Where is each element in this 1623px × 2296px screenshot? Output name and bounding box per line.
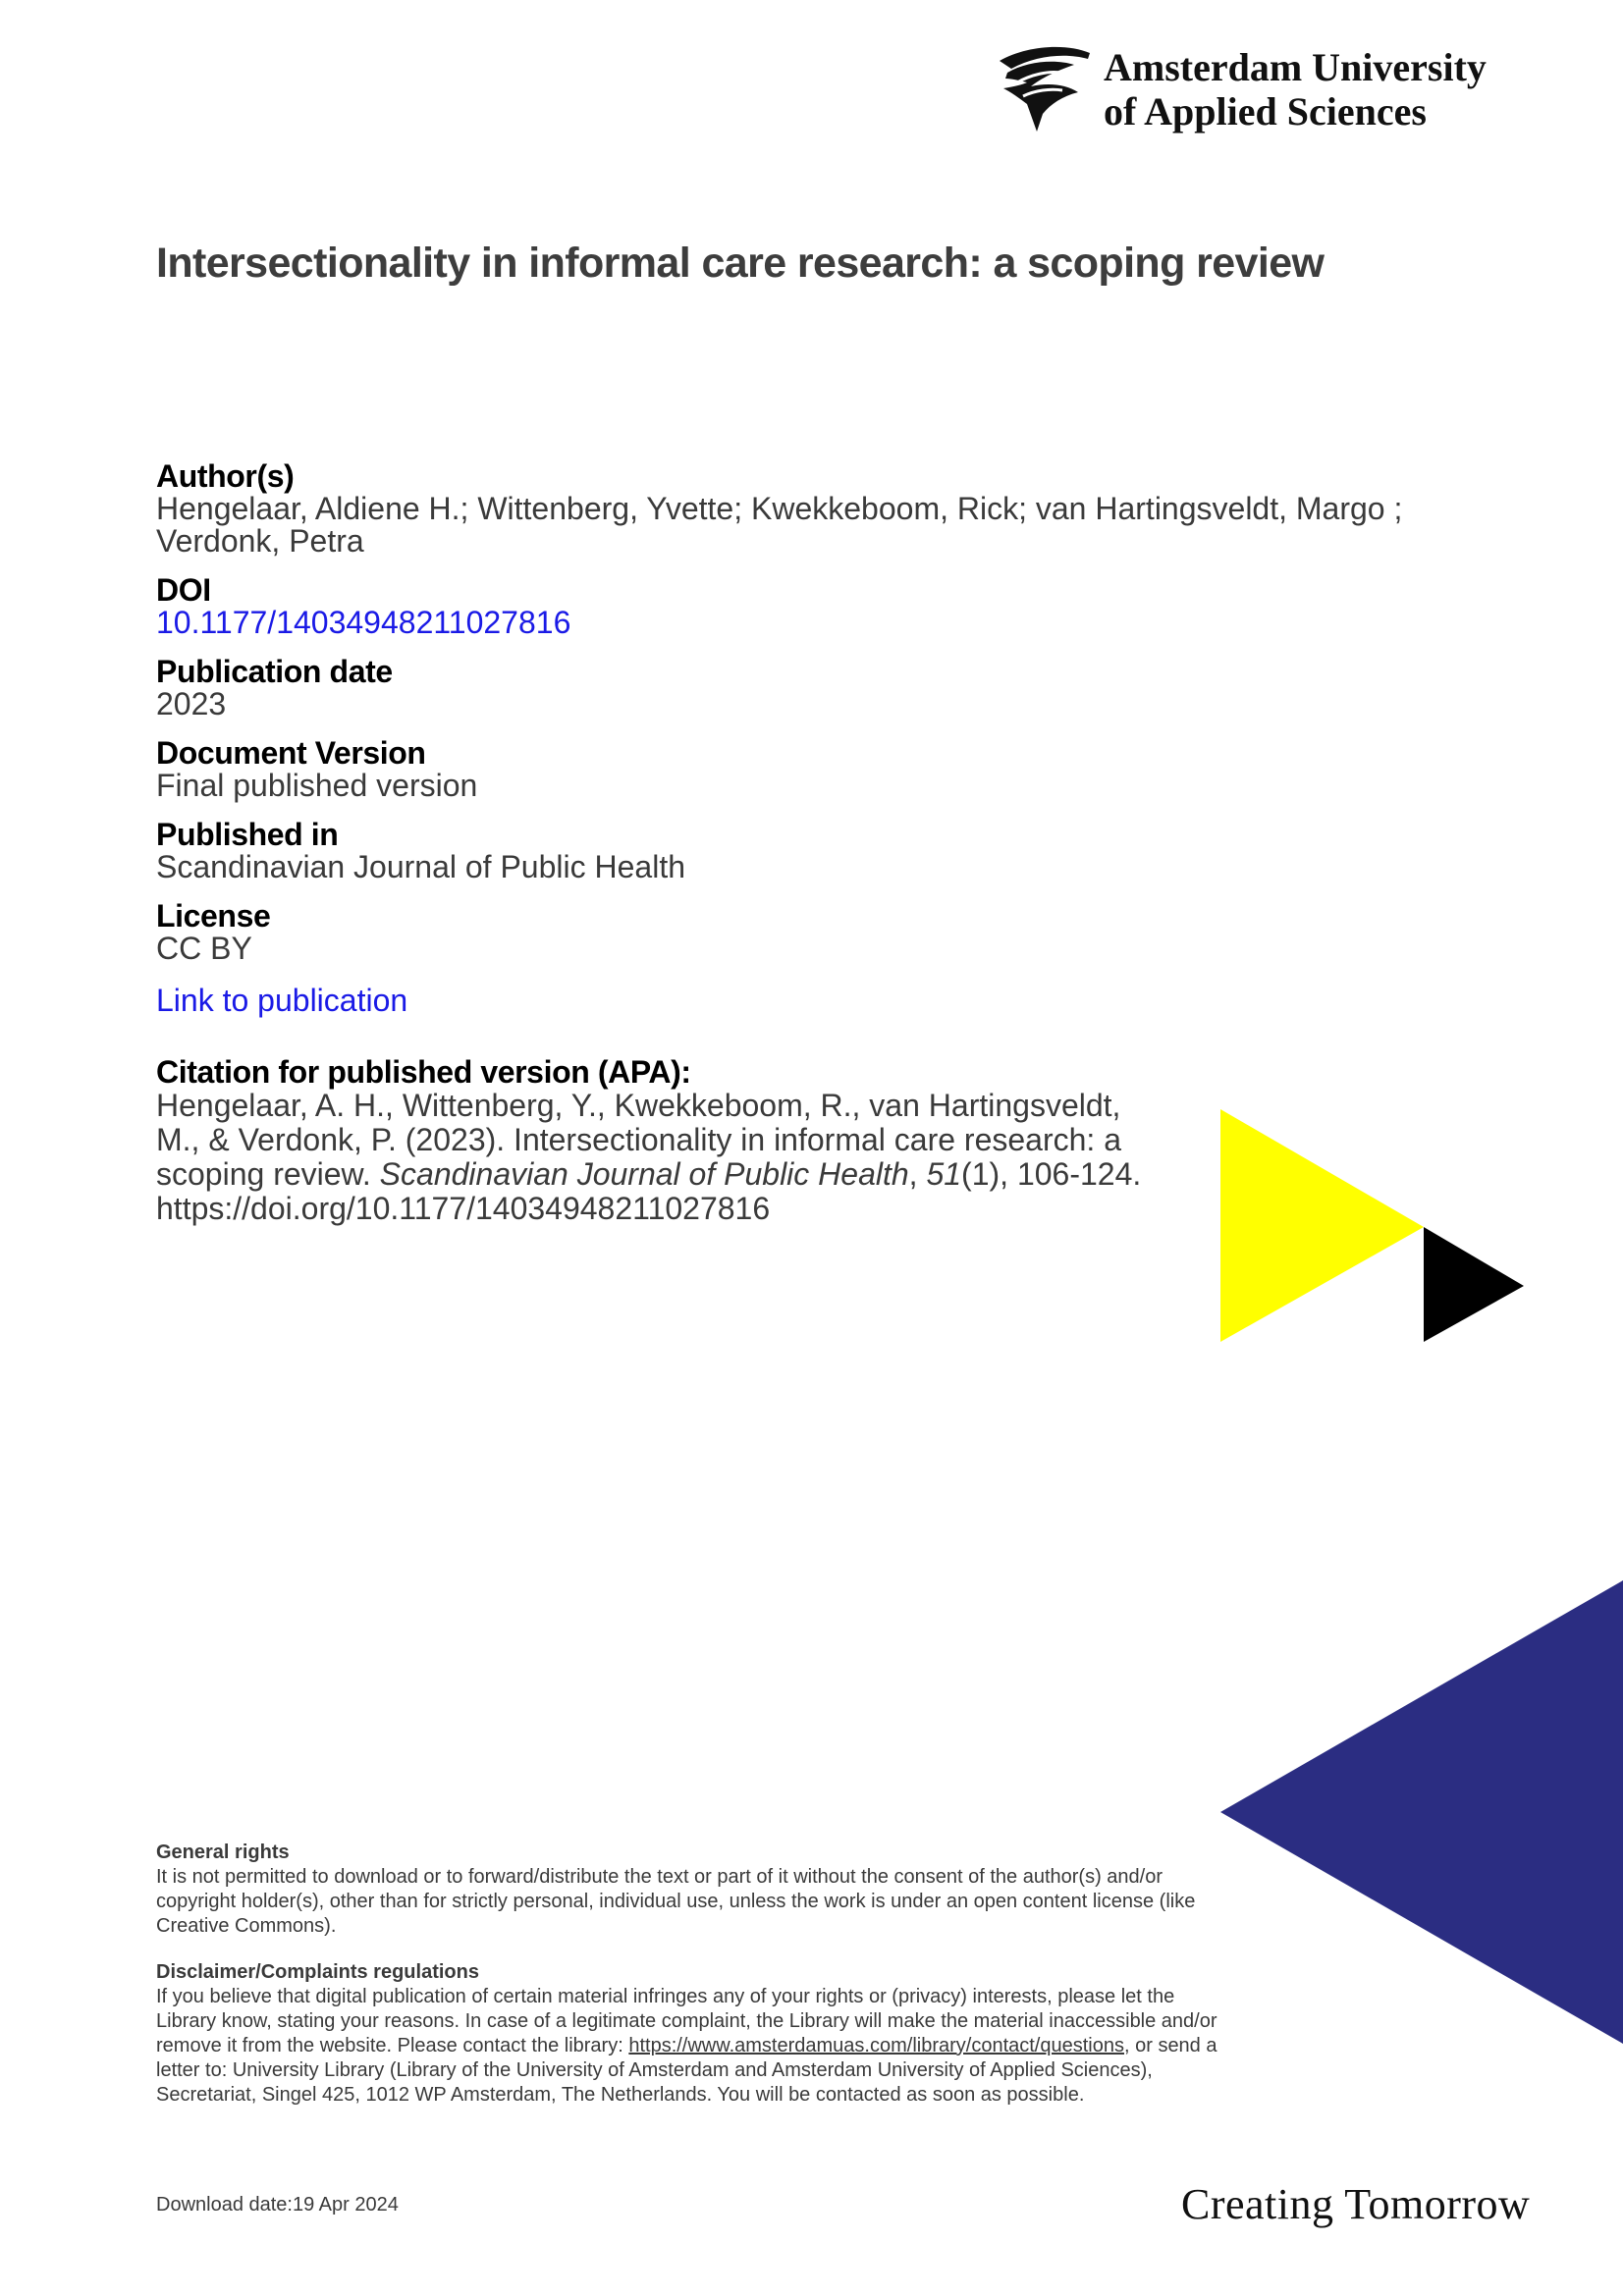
disclaimer-heading: Disclaimer/Complaints regulations — [156, 1961, 479, 1983]
published-in-value: Scandinavian Journal of Public Health — [156, 849, 685, 884]
citation-line-2: M., & Verdonk, P. (2023). Intersectionality in informal care research: a — [156, 1122, 1121, 1157]
authors-line-2: Verdonk, Petra — [156, 523, 364, 559]
citation-sep: , — [908, 1156, 927, 1192]
disclaimer — [156, 1960, 1226, 2108]
citation-line-3-start: scoping review. — [156, 1156, 380, 1192]
disclaimer-text-after: , or send a letter to: University Library (Library of the University of Amsterdam and Amsterdam University of Applied Sciences), Secretariat, Singel 425, 1012 WP Amsterdam, The Netherlands. You will be contacted as soon as possible. — [156, 2035, 1217, 2106]
download-date: Download date:19 Apr 2024 — [156, 2194, 399, 2216]
rights-section — [156, 1841, 1226, 2129]
citation-line-3-end: (1), 106-124. — [961, 1156, 1142, 1192]
citation-line-1: Hengelaar, A. H., Wittenberg, Y., Kwekkeboom, R., van Hartingsveldt, — [156, 1088, 1121, 1123]
citation-line-4: https://doi.org/10.1177/14034948211027816 — [156, 1191, 771, 1226]
tagline: Creating Tomorrow — [1181, 2180, 1531, 2228]
pubdate-label: Publication date — [156, 654, 393, 689]
black-triangle — [1424, 1227, 1524, 1342]
citation-label: Citation for published version (APA): — [156, 1054, 691, 1090]
authors-label: Author(s) — [156, 458, 295, 494]
link-to-publication[interactable]: Link to publication — [156, 983, 408, 1018]
logo-line-2: of Applied Sciences — [1104, 89, 1427, 133]
library-contact-link[interactable]: https://www.amsterdamuas.com/library/contact/questions — [628, 2035, 1124, 2056]
navy-triangle — [1220, 1580, 1623, 2044]
license-label: License — [156, 898, 271, 934]
logo-line-1: Amsterdam University — [1104, 45, 1487, 89]
disclaimer-text-before: If you believe that digital publication of certain material infringes any of your rights or (privacy) interests, please let the Library know, stating your reasons. In case of a legitimate complaint, the Library will make the material inaccessible and/or remove it from the website. Please contact the library: — [156, 1986, 1217, 2056]
general-rights — [156, 1841, 1226, 1939]
page-title: Intersectionality in informal care research: a scoping review — [156, 240, 1325, 287]
pubdate-value: 2023 — [156, 686, 227, 721]
published-in-label: Published in — [156, 817, 339, 852]
license-value: CC BY — [156, 931, 252, 966]
authors-line-1: Hengelaar, Aldiene H.; Wittenberg, Yvette; Kwekkeboom, Rick; van Hartingsveldt, Margo ; — [156, 491, 1403, 526]
citation-journal: Scandinavian Journal of Public Health — [379, 1156, 909, 1192]
version-label: Document Version — [156, 735, 426, 771]
disclaimer-text — [156, 1985, 1226, 2108]
general-rights-heading: General rights — [156, 1842, 290, 1863]
version-value: Final published version — [156, 768, 478, 803]
doi-link[interactable]: 10.1177/14034948211027816 — [156, 605, 571, 640]
doi-label: DOI — [156, 572, 211, 608]
citation-volume: 51 — [926, 1156, 962, 1192]
yellow-triangle — [1220, 1109, 1424, 1342]
general-rights-text: It is not permitted to download or to forward/distribute the text or part of it without the consent of the author(s) and/or copyright holder(s), other than for strictly personal, individual use, unless the work is under an open content license (like Creative Commons). — [156, 1866, 1196, 1937]
